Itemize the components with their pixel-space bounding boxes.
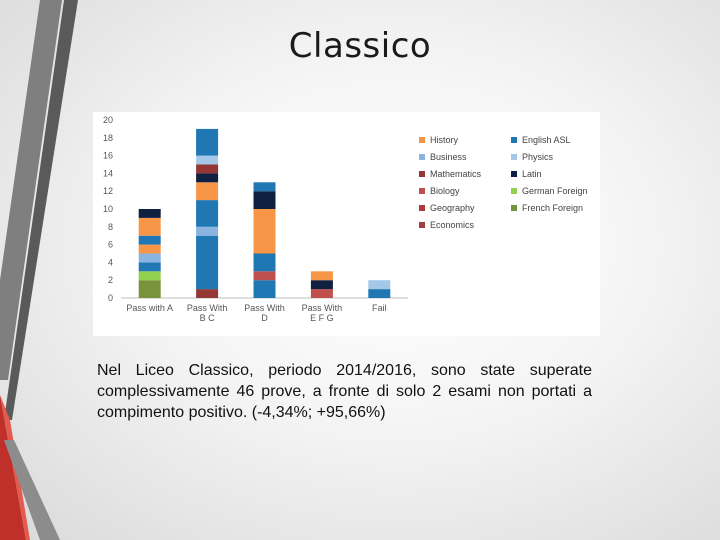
bar-segment — [368, 289, 390, 298]
x-tick-label: Pass With — [244, 303, 285, 313]
y-tick-label: 2 — [107, 275, 113, 286]
y-tick-label: 0 — [107, 293, 113, 303]
bar-segment — [311, 271, 333, 280]
bar-segment — [196, 236, 218, 289]
legend-label: Business — [430, 151, 467, 162]
bar-segment — [311, 289, 333, 298]
bar-segment — [196, 227, 218, 236]
y-tick-label: 18 — [102, 132, 113, 143]
bar-segment — [254, 254, 276, 272]
legend-item — [511, 183, 599, 198]
legend-label: English ASL — [522, 134, 571, 145]
bar-segment — [254, 191, 276, 209]
bar-segment — [139, 245, 161, 254]
x-tick-label: Pass With — [186, 303, 228, 313]
chart-container — [93, 112, 600, 336]
bar-segment — [196, 129, 218, 156]
y-tick-label: 16 — [102, 150, 113, 161]
slide-title: Classico — [288, 26, 432, 66]
y-tick-label: 4 — [107, 257, 113, 268]
bar-segment — [368, 280, 390, 289]
bar-segment — [254, 182, 276, 191]
bar-segment — [196, 200, 218, 227]
legend-swatch — [419, 188, 425, 194]
legend-label: Physics — [522, 151, 554, 162]
x-tick-label: Pass With — [301, 303, 343, 313]
slide-caption: Nel Liceo Classico, periodo 2014/2016, sono state superate complessivamente 46 prove, a fronte di solo 2 esami non portati a compimento positivo. (-4,34%; +95,66%) — [97, 362, 592, 421]
bar-segment — [196, 289, 218, 298]
legend-swatch — [419, 205, 425, 211]
legend-swatch — [511, 154, 517, 160]
legend-item — [419, 149, 511, 164]
bar-segment — [254, 280, 276, 298]
bar-segment — [311, 280, 333, 289]
x-tick-label: Pass with A — [126, 303, 173, 313]
y-tick-label: 20 — [102, 115, 113, 125]
legend-item — [511, 149, 599, 164]
legend-label: French Foreign — [522, 202, 584, 213]
bar-segment — [254, 209, 276, 254]
legend-item — [511, 166, 599, 181]
chart-plot — [93, 112, 413, 336]
bar-segment — [139, 280, 161, 298]
legend-swatch — [511, 137, 517, 143]
y-tick-label: 12 — [102, 186, 113, 197]
bar-segment — [196, 156, 218, 165]
legend-item — [419, 183, 511, 198]
y-tick-label: 6 — [107, 239, 113, 250]
legend-item — [511, 132, 599, 147]
legend-item — [419, 200, 511, 215]
legend-item — [419, 217, 511, 232]
legend-swatch — [511, 171, 517, 177]
bar-segment — [139, 271, 161, 280]
bar-segment — [196, 173, 218, 182]
legend-swatch — [419, 137, 425, 143]
legend-label: Mathematics — [430, 168, 482, 179]
legend-item — [419, 166, 511, 181]
x-tick-label: E F G — [310, 313, 334, 323]
y-tick-label: 14 — [102, 168, 113, 179]
legend-item — [419, 132, 511, 147]
bar-segment — [139, 209, 161, 218]
legend-swatch — [511, 205, 517, 211]
legend-label: Economics — [430, 219, 475, 230]
bar-segment — [196, 182, 218, 200]
legend-label: History — [430, 134, 459, 145]
legend-label: Latin — [522, 168, 542, 179]
legend-swatch — [419, 222, 425, 228]
legend-swatch — [419, 171, 425, 177]
x-tick-label: B C — [199, 313, 215, 323]
legend-item — [511, 200, 599, 215]
bar-segment — [139, 236, 161, 245]
bar-segment — [254, 271, 276, 280]
chart-legend — [419, 132, 599, 232]
legend-label: Biology — [430, 185, 460, 196]
bar-segment — [139, 218, 161, 236]
y-tick-label: 8 — [107, 221, 113, 232]
x-tick-label: Fail — [372, 303, 387, 313]
bar-segment — [196, 165, 218, 174]
legend-swatch — [511, 188, 517, 194]
bar-segment — [139, 254, 161, 263]
y-tick-label: 10 — [102, 204, 113, 214]
bar-segment — [139, 262, 161, 271]
legend-label: Geography — [430, 202, 475, 213]
legend-label: German Foreign — [522, 185, 588, 196]
legend-swatch — [419, 154, 425, 160]
x-tick-label: D — [261, 313, 268, 323]
